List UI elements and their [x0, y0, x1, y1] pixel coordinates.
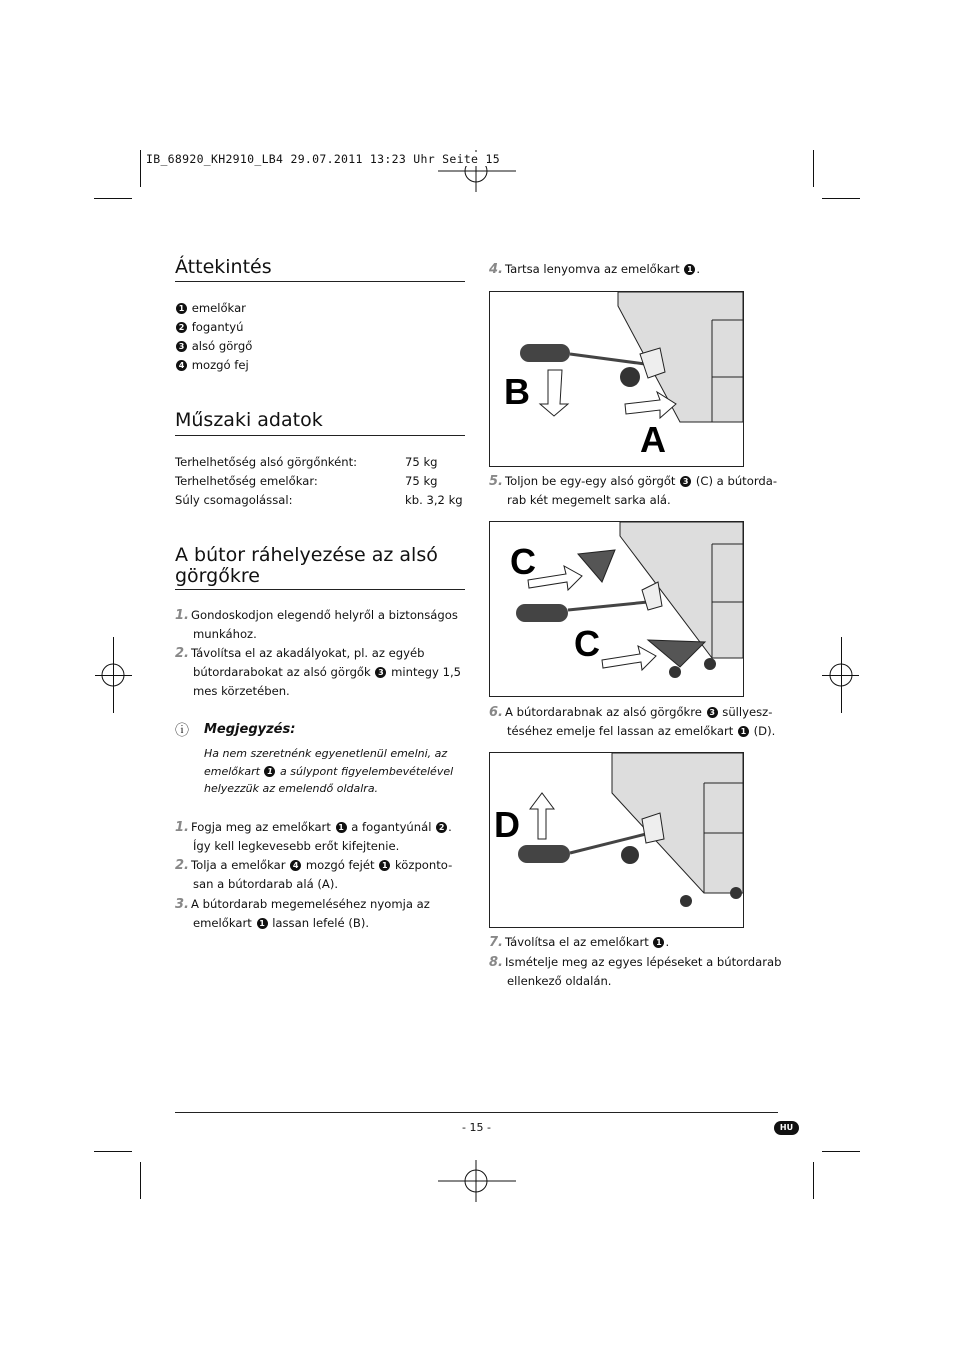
registration-mark — [821, 655, 863, 697]
figure-rollers — [489, 521, 744, 697]
list-item: 4 mozgó fej — [175, 356, 252, 375]
note-title: Megjegyzés: — [204, 722, 296, 737]
crop-mark — [822, 1151, 860, 1152]
step-4: 4. Tartsa lenyomva az emelőkart 1 . — [489, 262, 701, 277]
print-slug: IB_68920_KH2910_LB4 29.07.2011 13:23 Uhr Seite 15 — [146, 152, 500, 166]
section-title-specs: Műszaki adatok — [175, 409, 323, 431]
spec-label: Súly csomagolással: — [175, 493, 293, 507]
step-b1: 1. Fogja meg az emelőkart 1 a fogantyúnál 2 . Így kell legkevesebb erőt kifejtenie. — [175, 820, 452, 853]
crop-mark — [94, 1151, 132, 1152]
section-title-overview: Áttekintés — [175, 256, 272, 278]
page-number: - 15 - — [462, 1121, 491, 1134]
spec-label: Terhelhetőség alsó görgőnként: — [175, 455, 358, 469]
step-b2: 2. Tolja a emelőkar 4 mozgó fejét 1 központo- san a bútordarab alá (A). — [175, 858, 453, 891]
step-6: 6. A bútordarabnak az alsó görgőkre 3 süllyesz- téséhez emelje fel lassan az emelőkart 1 (D). — [489, 705, 776, 738]
list-item: 3 alsó görgő — [175, 337, 252, 356]
label-d: D — [494, 804, 520, 845]
registration-mark — [93, 655, 135, 697]
crop-mark — [813, 150, 814, 187]
list-item: 1 emelőkar — [175, 299, 252, 318]
list-item: 2 fogantyú — [175, 318, 252, 337]
step-2: 2. Távolítsa el az akadályokat, pl. az egyéb bútordarabokat az alsó görgők 3 mintegy 1,5 mes körzetében. — [175, 646, 462, 698]
spec-value: kb. 3,2 kg — [405, 493, 463, 507]
step-8: 8. Ismételje meg az egyes lépéseket a bútordarab ellenkező oldalán. — [489, 955, 782, 988]
section-title-placing: A bútor ráhelyezése az alsó görgőkre — [175, 544, 438, 587]
info-icon: ⓘ — [175, 723, 189, 739]
note-body: Ha nem szeretnénk egyenetlenül emelni, az emelőkart 1 a súlypont figyelembevételével helyezzük az emelendő oldalra. — [204, 747, 454, 795]
step-7: 7. Távolítsa el az emelőkart 1 . — [489, 935, 670, 950]
parts-list — [175, 299, 252, 375]
language-badge: HU — [774, 1121, 799, 1135]
crop-mark — [140, 1162, 141, 1199]
spec-value: 75 kg — [405, 455, 438, 469]
crop-mark — [140, 150, 141, 187]
figure-lift — [489, 291, 744, 467]
crop-mark — [822, 198, 860, 199]
label-c: C — [510, 541, 536, 582]
label-a: A — [640, 419, 666, 460]
crop-mark — [94, 198, 132, 199]
spec-value: 75 kg — [405, 474, 438, 488]
registration-mark — [438, 1160, 518, 1204]
crop-mark — [813, 1162, 814, 1199]
label-b: B — [504, 371, 530, 412]
step-5: 5. Toljon be egy-egy alsó görgőt 3 (C) a bútorda- rab két megemelt sarka alá. — [489, 474, 778, 507]
step-b3: 3. A bútordarab megemeléséhez nyomja az emelőkart 1 lassan lefelé (B). — [175, 897, 430, 930]
figure-lower — [489, 752, 744, 928]
spec-label: Terhelhetőség emelőkar: — [175, 474, 318, 488]
label-c: C — [574, 623, 600, 664]
step-1: 1. Gondoskodjon elegendő helyről a biztonságos munkához. — [175, 608, 458, 641]
